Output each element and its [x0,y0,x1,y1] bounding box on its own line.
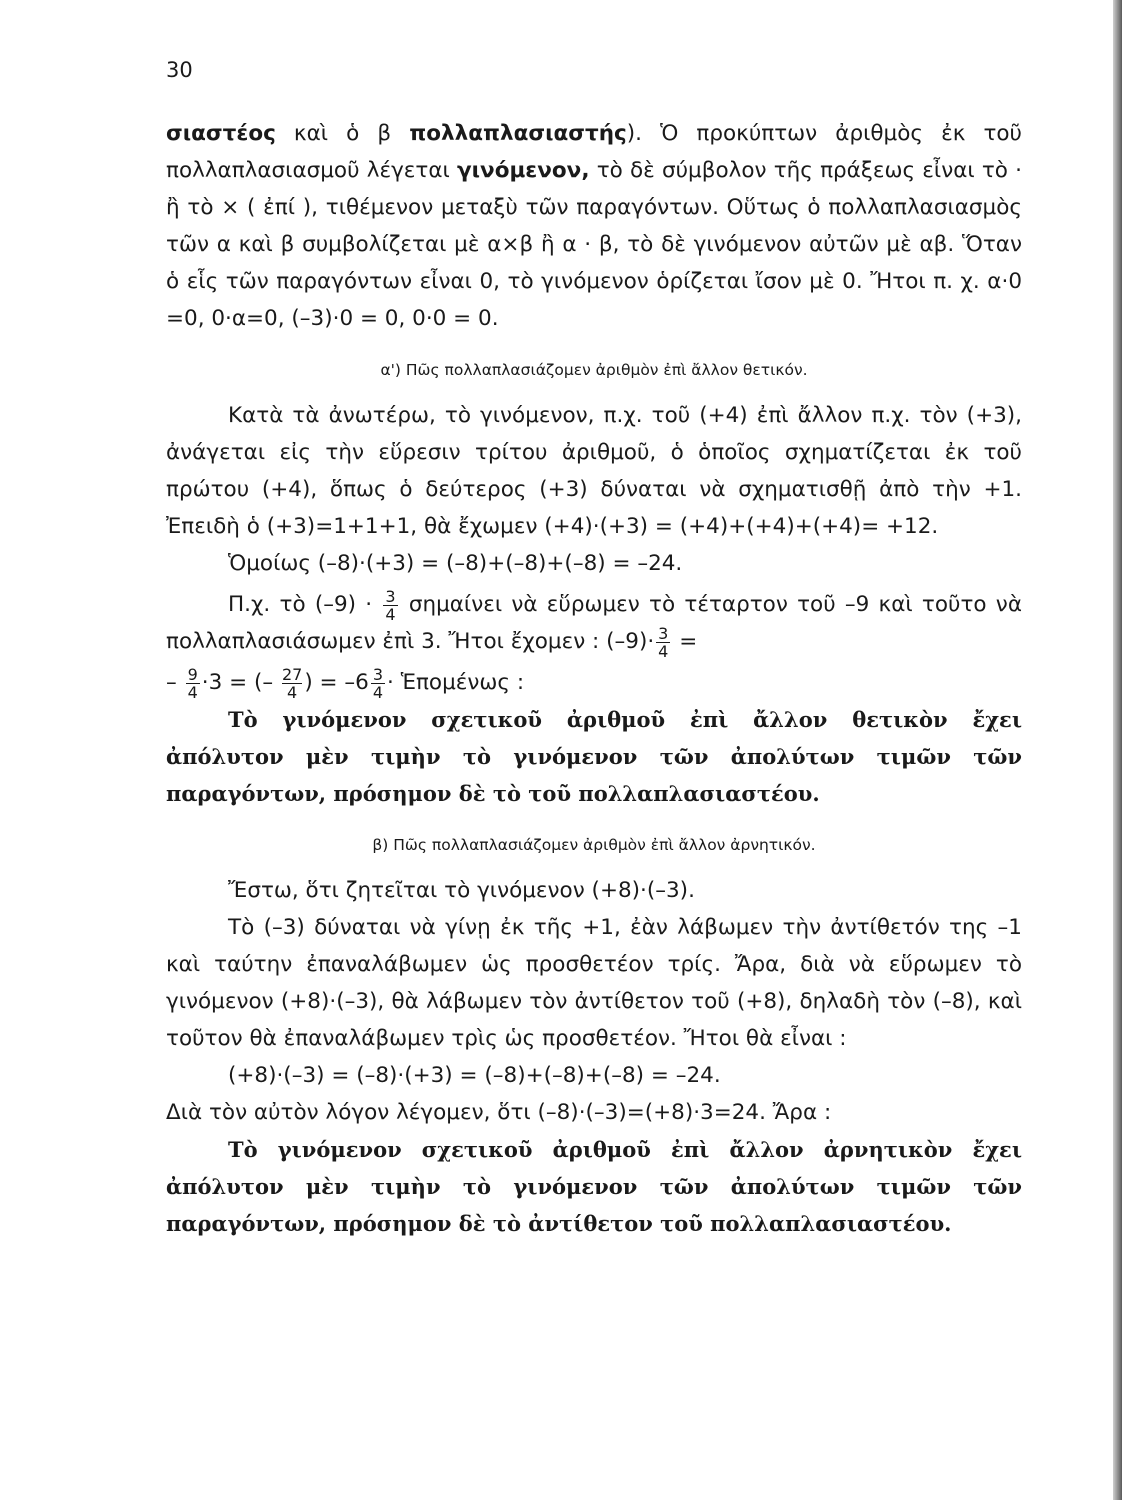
fraction-denominator: 4 [282,683,302,701]
section-b-paragraph-2: Τὸ (–3) δύναται νὰ γίνῃ ἐκ τῆς +1, ἐὰν λάβωμεν τὴν ἀντίθετόν της –1 καὶ ταύτην ἐπαναλάβωμεν ὡς προσθετέον τρίς. Ἄρα, διὰ νὰ εὕρωμεν τὸ γινόμενον (+8)·(–3), θὰ λάβωμεν τὸν ἀντίθετον τοῦ (+8), δηλαδὴ τὸν (–8), καὶ τοῦτον θὰ ἐπαναλάβωμεν τρὶς ὡς προσθετέον. Ἤτοι θὰ εἶναι : [166,915,1022,1051]
section-a-paragraph-3 [166,586,1022,660]
rule-positive-multiplier: Τὸ γινόμενον σχετικοῦ ἀριθμοῦ ἐπὶ ἄλλον θετικὸν ἔχει ἀπόλυτον μὲν τιμὴν τὸ γινόμενον τῶν ἀπολύτων τιμῶν τῶν παραγόντων, πρόσημον δὲ τὸ τοῦ πολλαπλασιαστέου. [166,707,1022,806]
rule-negative-multiplier: Τὸ γινόμενον σχετικοῦ ἀριθμοῦ ἐπὶ ἄλλον ἀρνητικὸν ἔχει ἀπόλυτον μὲν τιμὴν τὸ γινόμενον τῶν ἀπολύτων τιμῶν τῶν παραγόντων, πρόσημον δὲ τὸ ἀντίθετον τοῦ πολλαπλασιαστέου. [166,1137,1022,1236]
fraction-denominator: 4 [385,604,396,624]
section-b-paragraph-1: Ἔστω, ὅτι ζητεῖται τὸ γινόμενον (+8)·(–3). [228,878,695,903]
fraction-numerator: 27 [281,664,303,684]
fraction-numerator: 3 [658,623,669,643]
fraction-nine-quarters [186,666,200,701]
intro-text-1: καὶ ὁ β [275,121,410,146]
fraction-denominator: 4 [372,682,384,702]
fraction-three-quarters-3 [371,666,385,701]
math-open-paren: (– [253,670,280,695]
fraction-denominator: 4 [187,682,198,702]
section-a-paragraph-1: Κατὰ τὰ ἀνωτέρω, τὸ γινόμενον, π.χ. τοῦ (+4) ἐπὶ ἄλλον π.χ. τὸν (+3), ἀνάγεται εἰς τὴν εὕρεσιν τρίτου ἀριθμοῦ, ὁ ὁποῖος σχηματίζεται ἐκ τοῦ πρώτου (+4), ὅπως ὁ δεύτερος (+3) δύναται νὰ σχηματισθῇ ἀπὸ τὴν +1. Ἐπειδὴ ὁ (+3)=1+1+1, θὰ ἔχωμεν (+4)·(+3) = (+4)+(+4)+(+4)= +12. [166,403,1022,539]
fraction-three-quarters-2 [656,625,670,660]
section-b-paragraph-3: Διὰ τὸν αὐτὸν λόγον λέγομεν, ὅτι (–8)·(–3)=(+8)·3=24. Ἄρα : [166,1100,832,1125]
page-number: 30 [166,58,193,82]
fraction-denominator: 4 [658,641,669,661]
math-close-paren: ) [304,670,313,695]
example-text-2: σημαίνει νὰ εὕρωμεν τὸ τέταρτον τοῦ –9 καὶ τοῦτο νὰ πολλαπλασιάσωμεν ἐπὶ 3. Ἤτοι ἔχομεν : (–9)· [166,592,1022,654]
page-edge-shadow [1113,0,1122,1500]
intro-paragraph [166,115,1022,337]
fraction-numerator: 9 [187,664,198,684]
intro-text-2: ). Ὁ προκύπτων ἀριθμὸς ἐκ τοῦ πολλαπλασιασμοῦ λέγεται [166,121,1022,183]
math-line [166,664,1022,701]
fraction-numerator: 3 [385,586,396,606]
section-a-paragraph-2: Ὁμοίως (–8)·(+3) = (–8)+(–8)+(–8) = –24. [228,551,683,576]
term-multiplicand-end: σιαστέος [166,121,276,146]
term-product: γινόμενον, [457,158,590,183]
fraction-numerator: 3 [372,664,384,684]
math-times-three: ·3 = [201,670,254,695]
term-multiplier: πολλαπλασιαστής [409,121,627,146]
example-text-3: = [672,629,698,654]
section-b-equation: (+8)·(–3) = (–8)·(+3) = (–8)+(–8)+(–8) = –24. [228,1063,721,1088]
section-a-heading: α') Πῶς πολλαπλασιάζομεν ἀριθμὸν ἐπὶ ἄλλον θετικόν. [380,361,808,379]
math-minus: – [166,670,184,695]
fraction-three-quarters [383,588,397,623]
fraction-twentyseven-quarters [282,666,302,701]
intro-text-3: τὸ δὲ σύμβολον τῆς πράξεως εἶναι τὸ · ἢ τὸ × ( ἐπί ), τιθέμενον μεταξὺ τῶν παραγόντων. Οὕτως ὁ πολλαπλασιασμὸς τῶν α καὶ β συμβολίζεται μὲ α×β ἢ α · β, τὸ δὲ γινόμενον αὐτῶν μὲ αβ. Ὅταν ὁ εἷς τῶν παραγόντων εἶναι 0, τὸ γινόμενον ὁρίζεται ἴσον μὲ 0. Ἤτοι π. χ. α·0 =0, 0·α=0, (–3)·0 = 0, 0·0 = 0. [166,158,1022,331]
page-body [166,115,1022,1242]
math-equals: = –6 [312,670,369,695]
section-b-heading: β) Πῶς πολλαπλασιάζομεν ἀριθμὸν ἐπὶ ἄλλον ἀρνητικόν. [372,836,816,854]
math-end-text: · Ἑπομένως : [387,670,525,695]
example-text-1: Π.χ. τὸ (–9) · [228,592,382,617]
